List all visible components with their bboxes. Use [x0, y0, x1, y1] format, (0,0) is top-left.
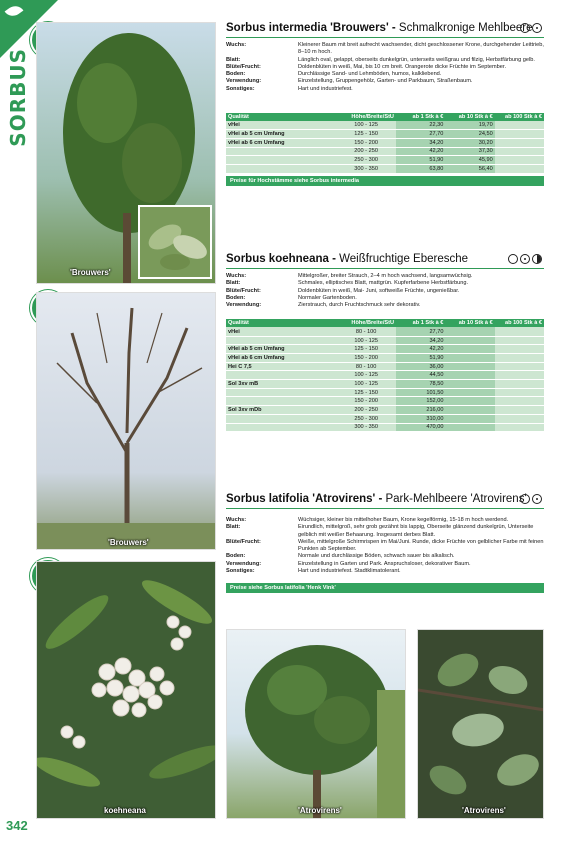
quality-cell: vHei ab 6 cm Umfang	[226, 138, 336, 147]
price-row	[226, 165, 544, 174]
price-note: Preise für Hochstämme siehe Sorbus intermedia	[226, 176, 544, 186]
genus-tab: SORBUS	[6, 48, 30, 147]
price-1-cell: 27,70	[396, 130, 445, 139]
size-cell: 100 - 125	[336, 336, 396, 345]
section-sorbus-intermedia	[226, 22, 544, 186]
shade-icon	[532, 254, 542, 264]
price-row	[226, 327, 544, 336]
price-1-cell: 42,20	[396, 147, 445, 156]
price-10-cell	[445, 362, 494, 371]
size-cell: 150 - 200	[336, 354, 396, 363]
price-table: Qualität Höhe/Breite/StU ab 1 Stk à € ab 10 Stk à € ab 100 Stk à € vHei 100 - 125 22,30 19,70 vHei ab 5 cm Umfang 125 - 150 27,70 24,50 vHei ab 6 cm Umfang 150 - 200 34,20 30,20 200 - 250 42,20 37,30 250 - 300 51,90 45,90 300 - 350 63,80 56,40	[228, 114, 542, 172]
price-note: Preise siehe Sorbus latifolia 'Henk Vink'	[226, 583, 544, 593]
quality-cell: Sol 3xv mDb	[226, 406, 336, 415]
quality-cell: vHei ab 5 cm Umfang	[226, 130, 336, 139]
quality-cell: Sol 3xv mB	[226, 380, 336, 389]
quality-cell: Hei C 7,5	[226, 362, 336, 371]
half-shade-icon	[520, 254, 530, 264]
sun-icon	[520, 494, 530, 504]
size-cell: 100 - 125	[336, 371, 396, 380]
quality-cell	[226, 336, 336, 345]
price-100-cell	[495, 362, 544, 371]
price-row	[226, 121, 544, 130]
photo-koehneana-bare-tree	[36, 292, 216, 550]
price-100-cell	[495, 147, 544, 156]
half-shade-icon	[532, 23, 542, 33]
quality-cell: vHei ab 6 cm Umfang	[226, 354, 336, 363]
price-100-cell	[495, 406, 544, 415]
photo-caption: 'Brouwers'	[108, 538, 149, 547]
price-10-cell	[445, 371, 494, 380]
price-row	[226, 345, 544, 354]
price-100-cell	[495, 414, 544, 423]
size-cell: 300 - 350	[336, 165, 396, 174]
price-row	[226, 380, 544, 389]
size-cell: 100 - 125	[336, 121, 396, 130]
size-cell: 125 - 150	[336, 388, 396, 397]
price-row	[226, 414, 544, 423]
photo-koehneana-berries	[36, 561, 216, 819]
price-row	[226, 336, 544, 345]
price-1-cell: 152,00	[396, 397, 445, 406]
section-title: Sorbus koehneana - Weißfruchtige Eberesche	[226, 253, 469, 265]
price-10-cell	[445, 414, 494, 423]
price-10-cell	[445, 397, 494, 406]
price-100-cell	[495, 138, 544, 147]
price-1-cell: 51,90	[396, 354, 445, 363]
price-1-cell: 310,00	[396, 414, 445, 423]
price-10-cell	[445, 380, 494, 389]
quality-cell: vHei	[226, 327, 336, 336]
quality-cell	[226, 388, 336, 397]
sun-icon	[508, 254, 518, 264]
price-1-cell: 63,80	[396, 165, 445, 174]
price-10-cell	[445, 336, 494, 345]
price-10-cell: 24,50	[445, 130, 494, 139]
quality-cell	[226, 423, 336, 432]
photo-caption: koehneana	[104, 806, 146, 815]
price-row	[226, 147, 544, 156]
price-row	[226, 388, 544, 397]
quality-cell	[226, 156, 336, 165]
price-100-cell	[495, 130, 544, 139]
photo-atrovirens-tree	[226, 629, 406, 819]
size-cell: 250 - 300	[336, 156, 396, 165]
price-100-cell	[495, 397, 544, 406]
size-cell: 125 - 150	[336, 130, 396, 139]
price-10-cell: 37,30	[445, 147, 494, 156]
description-list: Wuchs: Mittelgroßer, breiter Strauch, 2–4 m hoch wachsend, langsamwüchsig. Blatt: Schmales, elliptisches Blatt, mattgrün. Kupferfarbene Herbstfärbung. Blüte/Frucht: Doldenblüten in weiß, Mai- Juni, softweiße Früchte, ungenießbar. Boden: Normaler Gartenboden. Verwendung: Zierstrauch, durch Fruchtschmuck sehr dekorativ.	[226, 273, 473, 309]
size-cell: 200 - 250	[336, 147, 396, 156]
price-10-cell	[445, 345, 494, 354]
section-sorbus-latifolia	[226, 493, 544, 593]
size-cell: 150 - 200	[336, 138, 396, 147]
price-row	[226, 397, 544, 406]
price-1-cell: 34,20	[396, 336, 445, 345]
price-100-cell	[495, 371, 544, 380]
price-100-cell	[495, 388, 544, 397]
price-1-cell: 22,30	[396, 121, 445, 130]
photo-caption: 'Brouwers'	[70, 268, 111, 277]
size-cell: 200 - 250	[336, 406, 396, 415]
price-1-cell: 470,00	[396, 423, 445, 432]
size-cell: 250 - 300	[336, 414, 396, 423]
price-100-cell	[495, 156, 544, 165]
price-row	[226, 138, 544, 147]
price-row	[226, 354, 544, 363]
price-10-cell: 30,20	[445, 138, 494, 147]
size-cell: 150 - 200	[336, 397, 396, 406]
section-title: Sorbus latifolia 'Atrovirens' - Park-Mehlbeere 'Atrovirens'	[226, 493, 527, 505]
price-1-cell: 34,20	[396, 138, 445, 147]
light-icons	[508, 254, 542, 264]
size-cell: 80 - 100	[336, 327, 396, 336]
photo-atrovirens-leaves	[417, 629, 544, 819]
photo-caption: 'Atrovirens'	[298, 806, 342, 815]
price-10-cell: 19,70	[445, 121, 494, 130]
price-10-cell	[445, 388, 494, 397]
price-10-cell: 56,40	[445, 165, 494, 174]
price-1-cell: 42,20	[396, 345, 445, 354]
description-list: Wuchs: Wüchsiger, kleiner bis mittelhoher Baum, Krone kegelförmig, 15-18 m hoch werdend. Blatt: Eirundlich, mittelgroß, sehr grob gezähnt bis lappig, Oberseite glänzend dunkelgrün, Unterseite gelblich mit weißer Behaarung. Insgesamt derbes Blatt. Blüte/Frucht: Weiße, mittelgroße Schirmrispen im Mai/Juni. Runde, dicke Früchte von gelblicher Farbe mit feinen Punkten ab September. Boden: Normale und durchlässige Böden, schwach sauer bis alkalisch. Verwendung: Einzelstellung in Garten und Park. Anspruchsloser, dekorativer Baum. Sonstiges: Hart und industriefest. Stadtklimatolerant.	[226, 517, 544, 575]
price-row	[226, 423, 544, 432]
quality-cell	[226, 397, 336, 406]
quality-cell: vHei	[226, 121, 336, 130]
price-100-cell	[495, 354, 544, 363]
quality-cell	[226, 165, 336, 174]
photo-brouwers-inset	[138, 205, 212, 279]
sun-icon	[520, 23, 530, 33]
size-cell: 100 - 125	[336, 380, 396, 389]
price-100-cell	[495, 345, 544, 354]
quality-cell	[226, 147, 336, 156]
price-row	[226, 406, 544, 415]
price-row	[226, 362, 544, 371]
price-1-cell: 101,50	[396, 388, 445, 397]
price-table: Qualität Höhe/Breite/StU ab 1 Stk à € ab 10 Stk à € ab 100 Stk à € vHei 80 - 100 27,70 100 - 125 34,20 vHei ab 5 cm Umfang 125 - 150 42,20 vHei ab 6 cm Umfang 150 - 200 51,90 Hei C 7,5 80 - 100 36,00 100 - 125 44,50 Sol 3xv mB 100 - 125 78,50 125 - 150 101,50 150 - 200 152,00 Sol 3xv mDb 200 - 250 216,00 250 - 300 310,00 300 - 350 470,00	[228, 320, 542, 431]
size-cell: 80 - 100	[336, 362, 396, 371]
photo-caption: 'Atrovirens'	[462, 806, 506, 815]
price-100-cell	[495, 336, 544, 345]
quality-cell: vHei ab 5 cm Umfang	[226, 345, 336, 354]
price-10-cell	[445, 327, 494, 336]
light-icons	[520, 23, 542, 33]
price-row	[226, 371, 544, 380]
price-10-cell	[445, 423, 494, 432]
half-shade-icon	[532, 494, 542, 504]
price-10-cell	[445, 406, 494, 415]
description-list: Wuchs: Kleinerer Baum mit breit aufrecht wachsender, dicht geschlossener Krone, durchgehender Leittrieb, 8–10 m hoch. Blatt: Länglich oval, gelappt, oberseits dunkelgrün, unterseits weißgrau und filzig, Herbstfärbung gelb. Blüte/Frucht: Doldenblüten in weiß, Mai, bis 10 cm breit. Orangerote dicke Früchte im September. Boden: Durchlässige Sand- und Lehmböden, humos, kalkliebend. Verwendung: Einzelstellung, Gruppengehölz, Garten- und Parkbaum, Straßenbaum. Sonstiges: Hart und industriefest.	[226, 42, 544, 92]
price-100-cell	[495, 121, 544, 130]
price-100-cell	[495, 423, 544, 432]
price-1-cell: 36,00	[396, 362, 445, 371]
price-100-cell	[495, 327, 544, 336]
price-1-cell: 51,90	[396, 156, 445, 165]
price-1-cell: 216,00	[396, 406, 445, 415]
price-10-cell: 45,90	[445, 156, 494, 165]
light-icons	[520, 494, 542, 504]
price-100-cell	[495, 165, 544, 174]
section-sorbus-koehneana	[226, 253, 544, 432]
price-row	[226, 156, 544, 165]
quality-cell	[226, 414, 336, 423]
price-100-cell	[495, 380, 544, 389]
size-cell: 300 - 350	[336, 423, 396, 432]
section-title: Sorbus intermedia 'Brouwers' - Schmalkronige Mehlbeere	[226, 22, 533, 34]
price-row	[226, 130, 544, 139]
quality-cell	[226, 371, 336, 380]
price-10-cell	[445, 354, 494, 363]
price-1-cell: 78,50	[396, 380, 445, 389]
page-number: 342	[6, 818, 28, 833]
price-1-cell: 27,70	[396, 327, 445, 336]
size-cell: 125 - 150	[336, 345, 396, 354]
price-1-cell: 44,50	[396, 371, 445, 380]
